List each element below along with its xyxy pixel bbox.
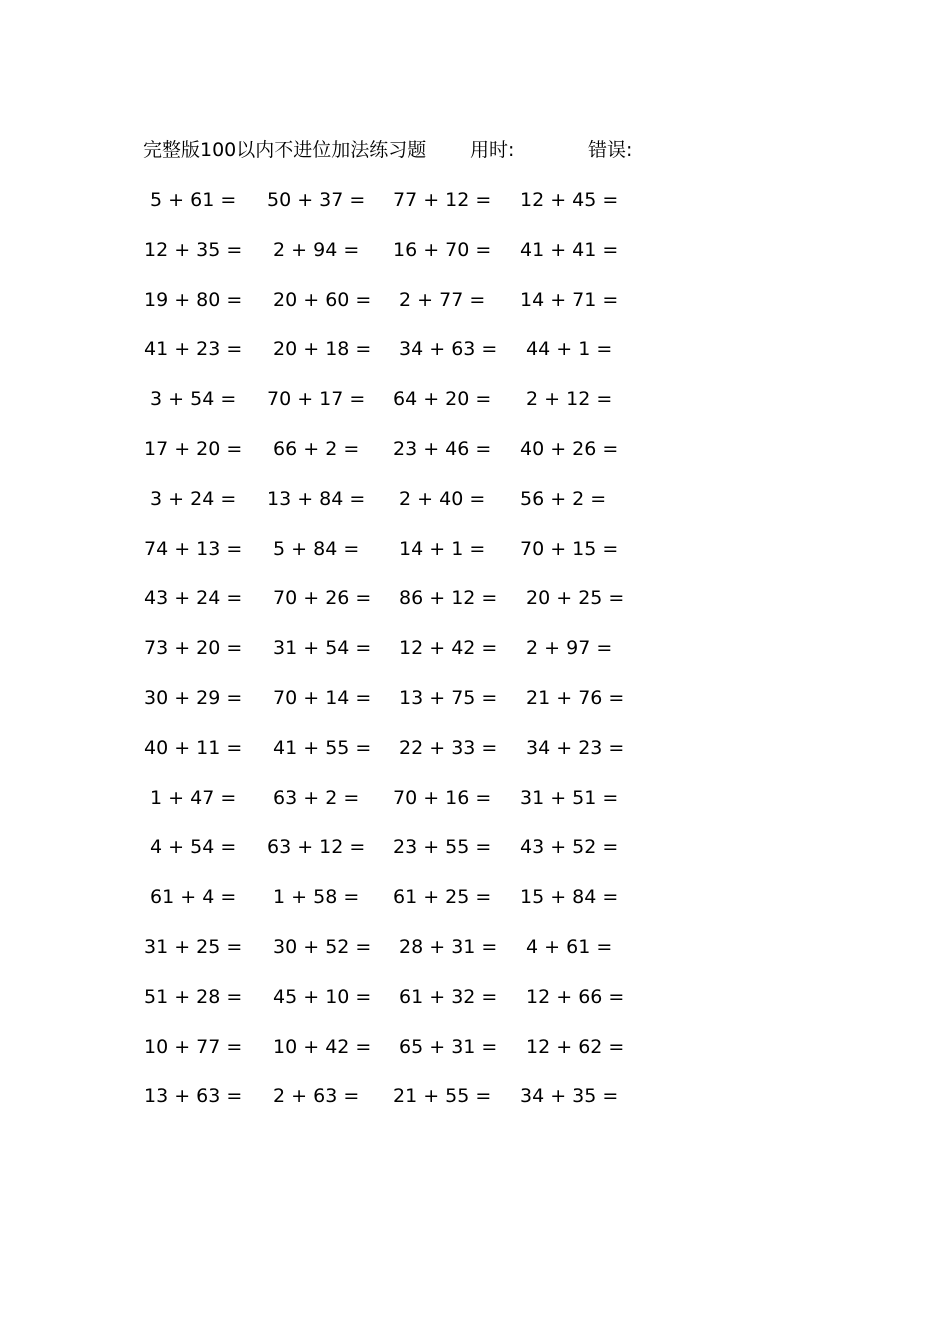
addition-problem: 12 + 62 = <box>520 1035 625 1058</box>
problem-row <box>0 585 950 635</box>
problem-row <box>0 635 950 685</box>
addition-problem: 22 + 33 = <box>393 736 498 759</box>
addition-problem: 31 + 54 = <box>267 637 372 660</box>
addition-problem: 5 + 84 = <box>267 537 360 560</box>
problem-row <box>0 834 950 884</box>
time-label: 用时: <box>470 139 515 161</box>
addition-problem: 70 + 15 = <box>520 537 619 560</box>
problem-grid <box>0 187 950 1133</box>
addition-problem: 70 + 17 = <box>267 388 366 411</box>
addition-problem: 70 + 26 = <box>267 587 372 610</box>
problem-row <box>0 884 950 934</box>
addition-problem: 1 + 58 = <box>267 886 360 909</box>
addition-problem: 34 + 35 = <box>520 1085 619 1108</box>
addition-problem: 66 + 2 = <box>267 437 360 460</box>
problem-row <box>0 685 950 735</box>
problem-row <box>0 536 950 586</box>
addition-problem: 61 + 32 = <box>393 985 498 1008</box>
problem-row <box>0 237 950 287</box>
problem-row <box>0 1034 950 1084</box>
addition-problem: 21 + 55 = <box>393 1085 492 1108</box>
addition-problem: 10 + 42 = <box>267 1035 372 1058</box>
addition-problem: 31 + 51 = <box>520 786 619 809</box>
addition-problem: 20 + 60 = <box>267 288 372 311</box>
addition-problem: 86 + 12 = <box>393 587 498 610</box>
errors-label: 错误: <box>588 139 633 161</box>
addition-problem: 64 + 20 = <box>393 388 492 411</box>
addition-problem: 41 + 23 = <box>144 338 243 361</box>
problem-row <box>0 187 950 237</box>
addition-problem: 51 + 28 = <box>144 985 243 1008</box>
addition-problem: 61 + 25 = <box>393 886 492 909</box>
addition-problem: 2 + 63 = <box>267 1085 360 1108</box>
addition-problem: 2 + 12 = <box>520 388 613 411</box>
addition-problem: 73 + 20 = <box>144 637 243 660</box>
addition-problem: 10 + 77 = <box>144 1035 243 1058</box>
problem-row <box>0 436 950 486</box>
addition-problem: 56 + 2 = <box>520 487 607 510</box>
addition-problem: 12 + 45 = <box>520 189 619 211</box>
addition-problem: 13 + 84 = <box>267 487 366 510</box>
addition-problem: 34 + 23 = <box>520 736 625 759</box>
addition-problem: 15 + 84 = <box>520 886 619 909</box>
problem-row <box>0 1083 950 1133</box>
problem-row <box>0 287 950 337</box>
addition-problem: 70 + 14 = <box>267 686 372 709</box>
addition-problem: 30 + 29 = <box>144 686 243 709</box>
problem-row <box>0 486 950 536</box>
addition-problem: 34 + 63 = <box>393 338 498 361</box>
addition-problem: 13 + 63 = <box>144 1085 243 1108</box>
addition-problem: 63 + 2 = <box>267 786 360 809</box>
addition-problem: 20 + 25 = <box>520 587 625 610</box>
addition-problem: 4 + 61 = <box>520 935 613 958</box>
addition-problem: 19 + 80 = <box>144 288 243 311</box>
problem-row <box>0 386 950 436</box>
addition-problem: 2 + 97 = <box>520 637 613 660</box>
problem-row <box>0 735 950 785</box>
addition-problem: 70 + 16 = <box>393 786 492 809</box>
addition-problem: 28 + 31 = <box>393 935 498 958</box>
addition-problem: 2 + 94 = <box>267 238 360 261</box>
addition-problem: 74 + 13 = <box>144 537 243 560</box>
addition-problem: 14 + 1 = <box>393 537 486 560</box>
addition-problem: 2 + 40 = <box>393 487 486 510</box>
addition-problem: 16 + 70 = <box>393 238 492 261</box>
addition-problem: 12 + 35 = <box>144 238 243 261</box>
worksheet-header <box>0 137 950 163</box>
addition-problem: 40 + 11 = <box>144 736 243 759</box>
addition-problem: 43 + 52 = <box>520 836 619 859</box>
addition-problem: 14 + 71 = <box>520 288 619 311</box>
addition-problem: 3 + 24 = <box>144 487 237 510</box>
problem-row <box>0 984 950 1034</box>
addition-problem: 1 + 47 = <box>144 786 237 809</box>
worksheet-title: 完整版100以内不进位加法练习题 <box>143 139 427 161</box>
addition-problem: 45 + 10 = <box>267 985 372 1008</box>
addition-problem: 77 + 12 = <box>393 189 492 211</box>
addition-problem: 23 + 46 = <box>393 437 492 460</box>
addition-problem: 4 + 54 = <box>144 836 237 859</box>
addition-problem: 2 + 77 = <box>393 288 486 311</box>
addition-problem: 23 + 55 = <box>393 836 492 859</box>
addition-problem: 65 + 31 = <box>393 1035 498 1058</box>
problem-row <box>0 785 950 835</box>
addition-problem: 20 + 18 = <box>267 338 372 361</box>
addition-problem: 61 + 4 = <box>144 886 237 909</box>
addition-problem: 17 + 20 = <box>144 437 243 460</box>
addition-problem: 40 + 26 = <box>520 437 619 460</box>
addition-problem: 5 + 61 = <box>144 189 237 211</box>
addition-problem: 41 + 55 = <box>267 736 372 759</box>
addition-problem: 41 + 41 = <box>520 238 619 261</box>
problem-row <box>0 336 950 386</box>
addition-problem: 44 + 1 = <box>520 338 613 361</box>
addition-problem: 30 + 52 = <box>267 935 372 958</box>
problem-row <box>0 934 950 984</box>
addition-problem: 63 + 12 = <box>267 836 366 859</box>
addition-problem: 43 + 24 = <box>144 587 243 610</box>
addition-problem: 12 + 66 = <box>520 985 625 1008</box>
addition-problem: 50 + 37 = <box>267 189 366 211</box>
addition-problem: 3 + 54 = <box>144 388 237 411</box>
addition-problem: 13 + 75 = <box>393 686 498 709</box>
addition-problem: 31 + 25 = <box>144 935 243 958</box>
addition-problem: 21 + 76 = <box>520 686 625 709</box>
addition-problem: 12 + 42 = <box>393 637 498 660</box>
